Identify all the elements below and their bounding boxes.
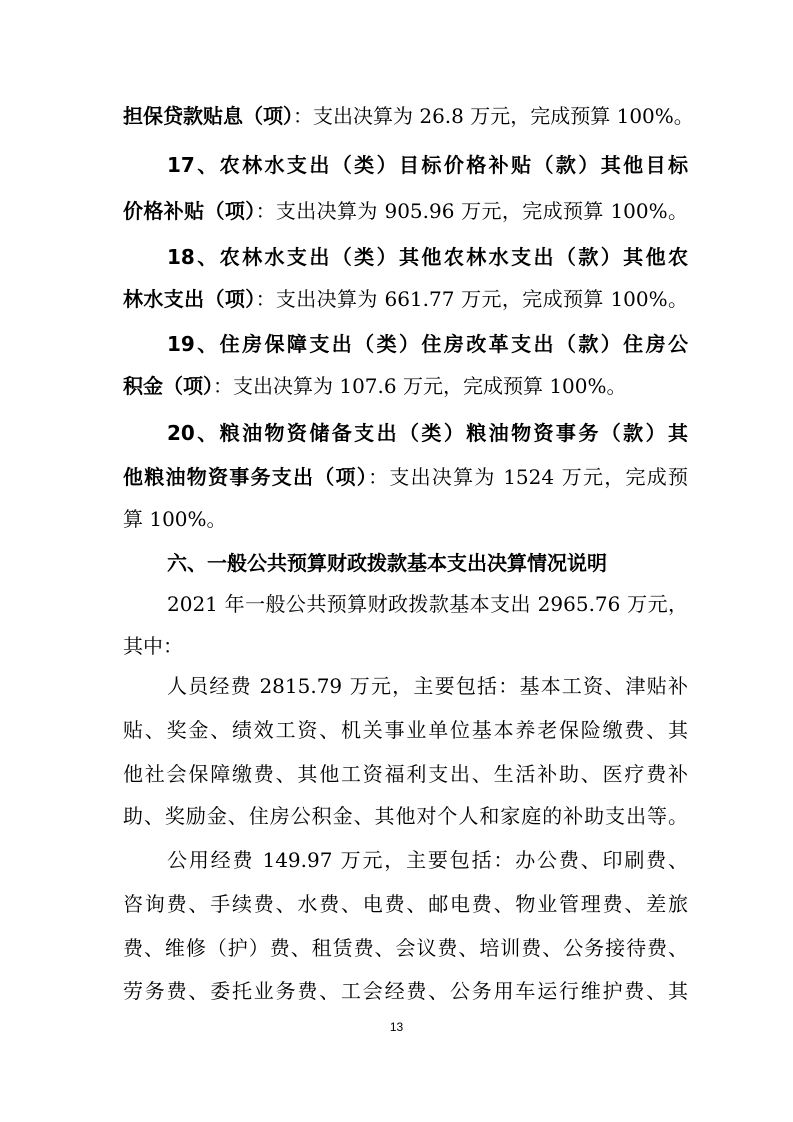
para-3-line-4 xyxy=(0,971,793,1011)
item-20-line-3 xyxy=(0,499,793,539)
para-2-text-4: 助、奖励金、住房公积金、其他对个人和家庭的补助支出等。 xyxy=(123,804,688,828)
para-2-text-2: 贴、奖金、绩效工资、机关事业单位基本养老保险缴费、其 xyxy=(123,718,688,742)
item-19-line-2 xyxy=(0,366,793,406)
item-19-head-2: 积金（项） xyxy=(123,374,213,398)
item-20-head-1: 20、粮油物资储备支出（类）粮油物资事务（款）其 xyxy=(167,421,688,445)
item-17-line-1 xyxy=(0,145,793,185)
page-number: 13 xyxy=(389,1020,404,1034)
item-16-head: 担保贷款贴息（项） xyxy=(123,104,293,128)
item-17-head-1: 17、农林水支出（类）目标价格补贴（款）其他目标 xyxy=(167,153,688,177)
item-19-head-1: 19、住房保障支出（类）住房改革支出（款）住房公 xyxy=(167,332,688,356)
para-3-line-2 xyxy=(0,884,793,924)
para-2-line-3 xyxy=(0,754,793,794)
item-20-line-2 xyxy=(0,457,793,497)
item-18-head-2: 林水支出（项） xyxy=(123,287,256,311)
para-1-line-1 xyxy=(0,584,793,624)
para-1-text-1: 2021 年一般公共预算财政拨款基本支出 2965.76 万元， xyxy=(167,592,688,616)
item-18-head-1: 18、农林水支出（类）其他农林水支出（款）其他农 xyxy=(167,245,688,269)
item-18-line-1 xyxy=(0,237,793,277)
para-3-line-1 xyxy=(0,840,793,880)
item-20-line-1 xyxy=(0,413,793,453)
item-17-line-2 xyxy=(0,191,793,231)
item-20-text-3: 算 100%。 xyxy=(123,507,227,531)
para-3-line-3 xyxy=(0,928,793,968)
para-2-text-1: 人员经费 2815.79 万元，主要包括：基本工资、津贴补 xyxy=(167,674,688,698)
para-3-text-1: 公用经费 149.97 万元，主要包括：办公费、印刷费、 xyxy=(167,848,688,872)
para-2-line-2 xyxy=(0,710,793,750)
item-20-text: ：支出决算为 1524 万元，完成预 xyxy=(368,465,688,489)
item-18-line-2 xyxy=(0,279,793,319)
para-3-text-4: 劳务费、委托业务费、工会经费、公务用车运行维护费、其 xyxy=(123,979,688,1003)
para-3-text-2: 咨询费、手续费、水费、电费、邮电费、物业管理费、差旅 xyxy=(123,892,688,916)
item-20-head-2: 他粮油物资事务支出（项） xyxy=(123,465,369,489)
para-2-line-1 xyxy=(0,666,793,706)
item-17-head-2: 价格补贴（项） xyxy=(123,199,256,223)
item-18-text: ：支出决算为 661.77 万元，完成预算 100%。 xyxy=(255,287,689,311)
section-heading xyxy=(0,543,793,583)
item-19-line-1 xyxy=(0,324,793,364)
para-1-text-2: 其中： xyxy=(123,634,183,658)
item-16-line-2 xyxy=(0,96,793,136)
para-1-line-2 xyxy=(0,626,793,666)
section-heading-text: 六、一般公共预算财政拨款基本支出决算情况说明 xyxy=(167,551,607,575)
para-3-text-3: 费、维修（护）费、租赁费、会议费、培训费、公务接待费、 xyxy=(123,936,688,960)
item-16-text: ：支出决算为 26.8 万元，完成预算 100%。 xyxy=(293,104,694,128)
item-19-text: ：支出决算为 107.6 万元，完成预算 100%。 xyxy=(213,374,627,398)
para-2-text-3: 他社会保障缴费、其他工资福利支出、生活补助、医疗费补 xyxy=(123,762,688,786)
item-17-text: ：支出决算为 905.96 万元，完成预算 100%。 xyxy=(255,199,689,223)
para-2-line-4 xyxy=(0,796,793,836)
